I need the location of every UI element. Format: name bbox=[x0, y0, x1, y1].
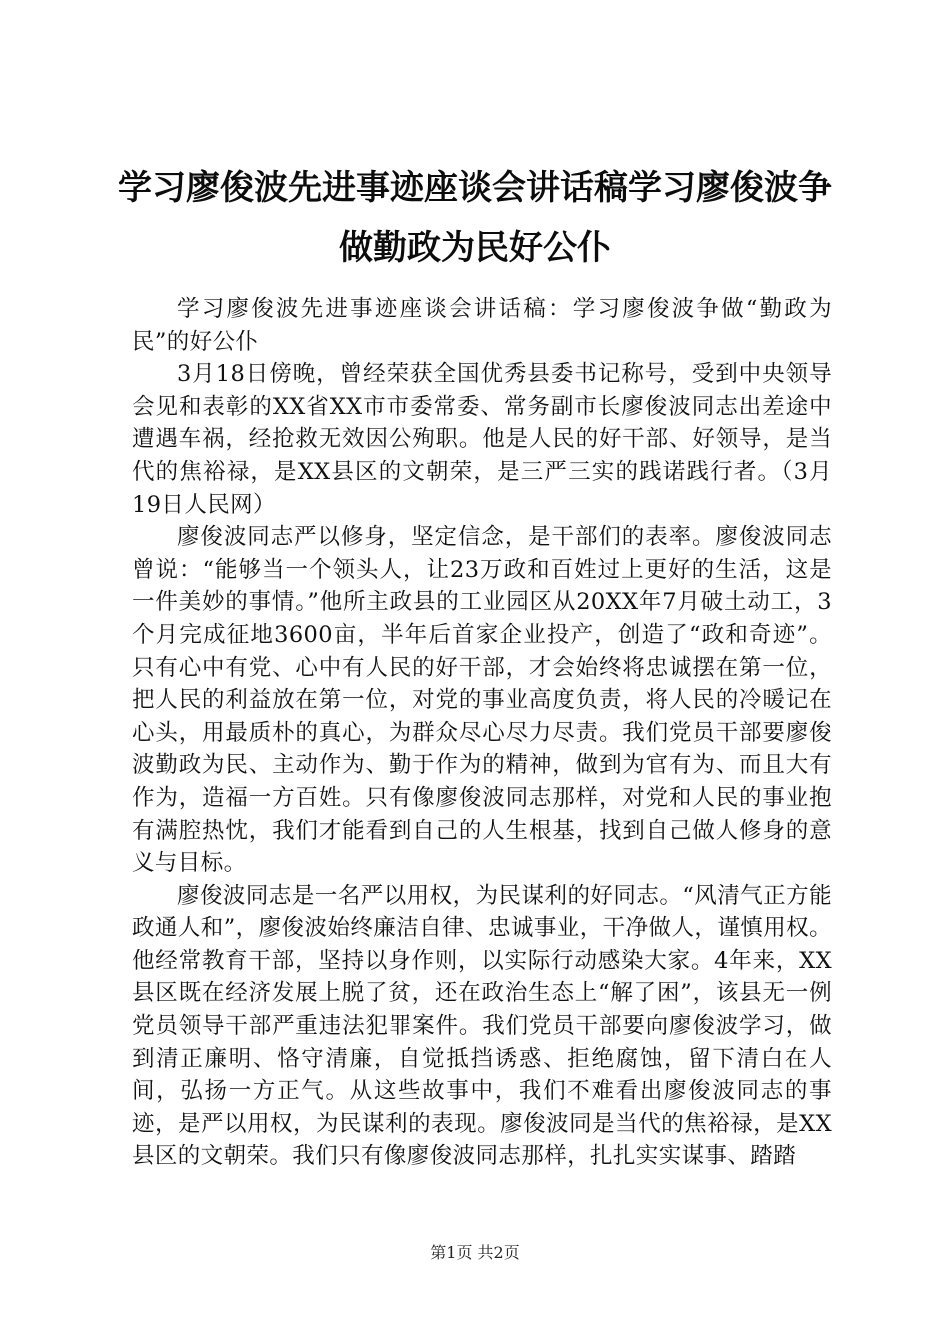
paragraph-use-of-power: 廖俊波同志是一名严以用权，为民谋利的好同志。“风清气正方能政通人和”，廖俊波始终廉洁自律、忠诚事业，干净做人，谨慎用权。他经常教育干部，坚持以身作则，以实际行动感染大家。4年来，XX县区既在经济发展上脱了贫，还在政治生态上“解了困”，该县无一例党员领导干部严重违法犯罪案件。我们党员干部要向廖俊波学习，做到清正廉明、恪守清廉，自觉抵挡诱惑、拒绝腐蚀，留下清白在人间，弘扬一方正气。从这些故事中，我们不难看出廖俊波同志的事迹，是严以用权，为民谋利的表现。廖俊波同是当代的焦裕禄，是XX县区的文朝荣。我们只有像廖俊波同志那样，扎扎实实谋事、踏踏 bbox=[132, 882, 832, 1170]
paragraph-intro: 学习廖俊波先进事迹座谈会讲话稿：学习廖俊波争做“勤政为民”的好公仆 bbox=[132, 296, 832, 355]
document-body bbox=[132, 293, 832, 1173]
document-title: 学习廖俊波先进事迹座谈会讲话稿学习廖俊波争做勤政为民好公仆 bbox=[118, 168, 832, 268]
page-footer: 第1页 共2页 bbox=[430, 1243, 520, 1262]
paragraph-self-cultivation: 廖俊波同志严以修身，坚定信念，是干部们的表率。廖俊波同志曾说：“能够当一个领头人，让23万政和百姓过上更好的生活，这是一件美妙的事情。”他所主政县的工业园区从20XX年7月破土动工，3个月完成征地3600亩，半年后首家企业投产，创造了“政和奇迹”。只有心中有党、心中有人民的好干部，才会始终将忠诚摆在第一位，把人民的利益放在第一位，对党的事业高度负责，将人民的冷暖记在心头，用最质朴的真心，为群众尽心尽力尽责。我们党员干部要廖俊波勤政为民、主动作为、勤于作为的精神，做到为官有为、而且大有作为，造福一方百姓。只有像廖俊波同志那样，对党和人民的事业抱有满腔热忱，我们才能看到自己的人生根基，找到自己做人修身的意义与目标。 bbox=[132, 524, 832, 877]
paragraph-news: 3月18日傍晚，曾经荣获全国优秀县委书记称号，受到中央领导会见和表彰的XX省XX市市委常委、常务副市长廖俊波同志出差途中遭遇车祸，经抢救无效因公殉职。他是人民的好干部、好领导，是当代的焦裕禄，是XX县区的文朝荣，是三严三实的践诺践行者。（3月19日人民网） bbox=[132, 361, 832, 518]
